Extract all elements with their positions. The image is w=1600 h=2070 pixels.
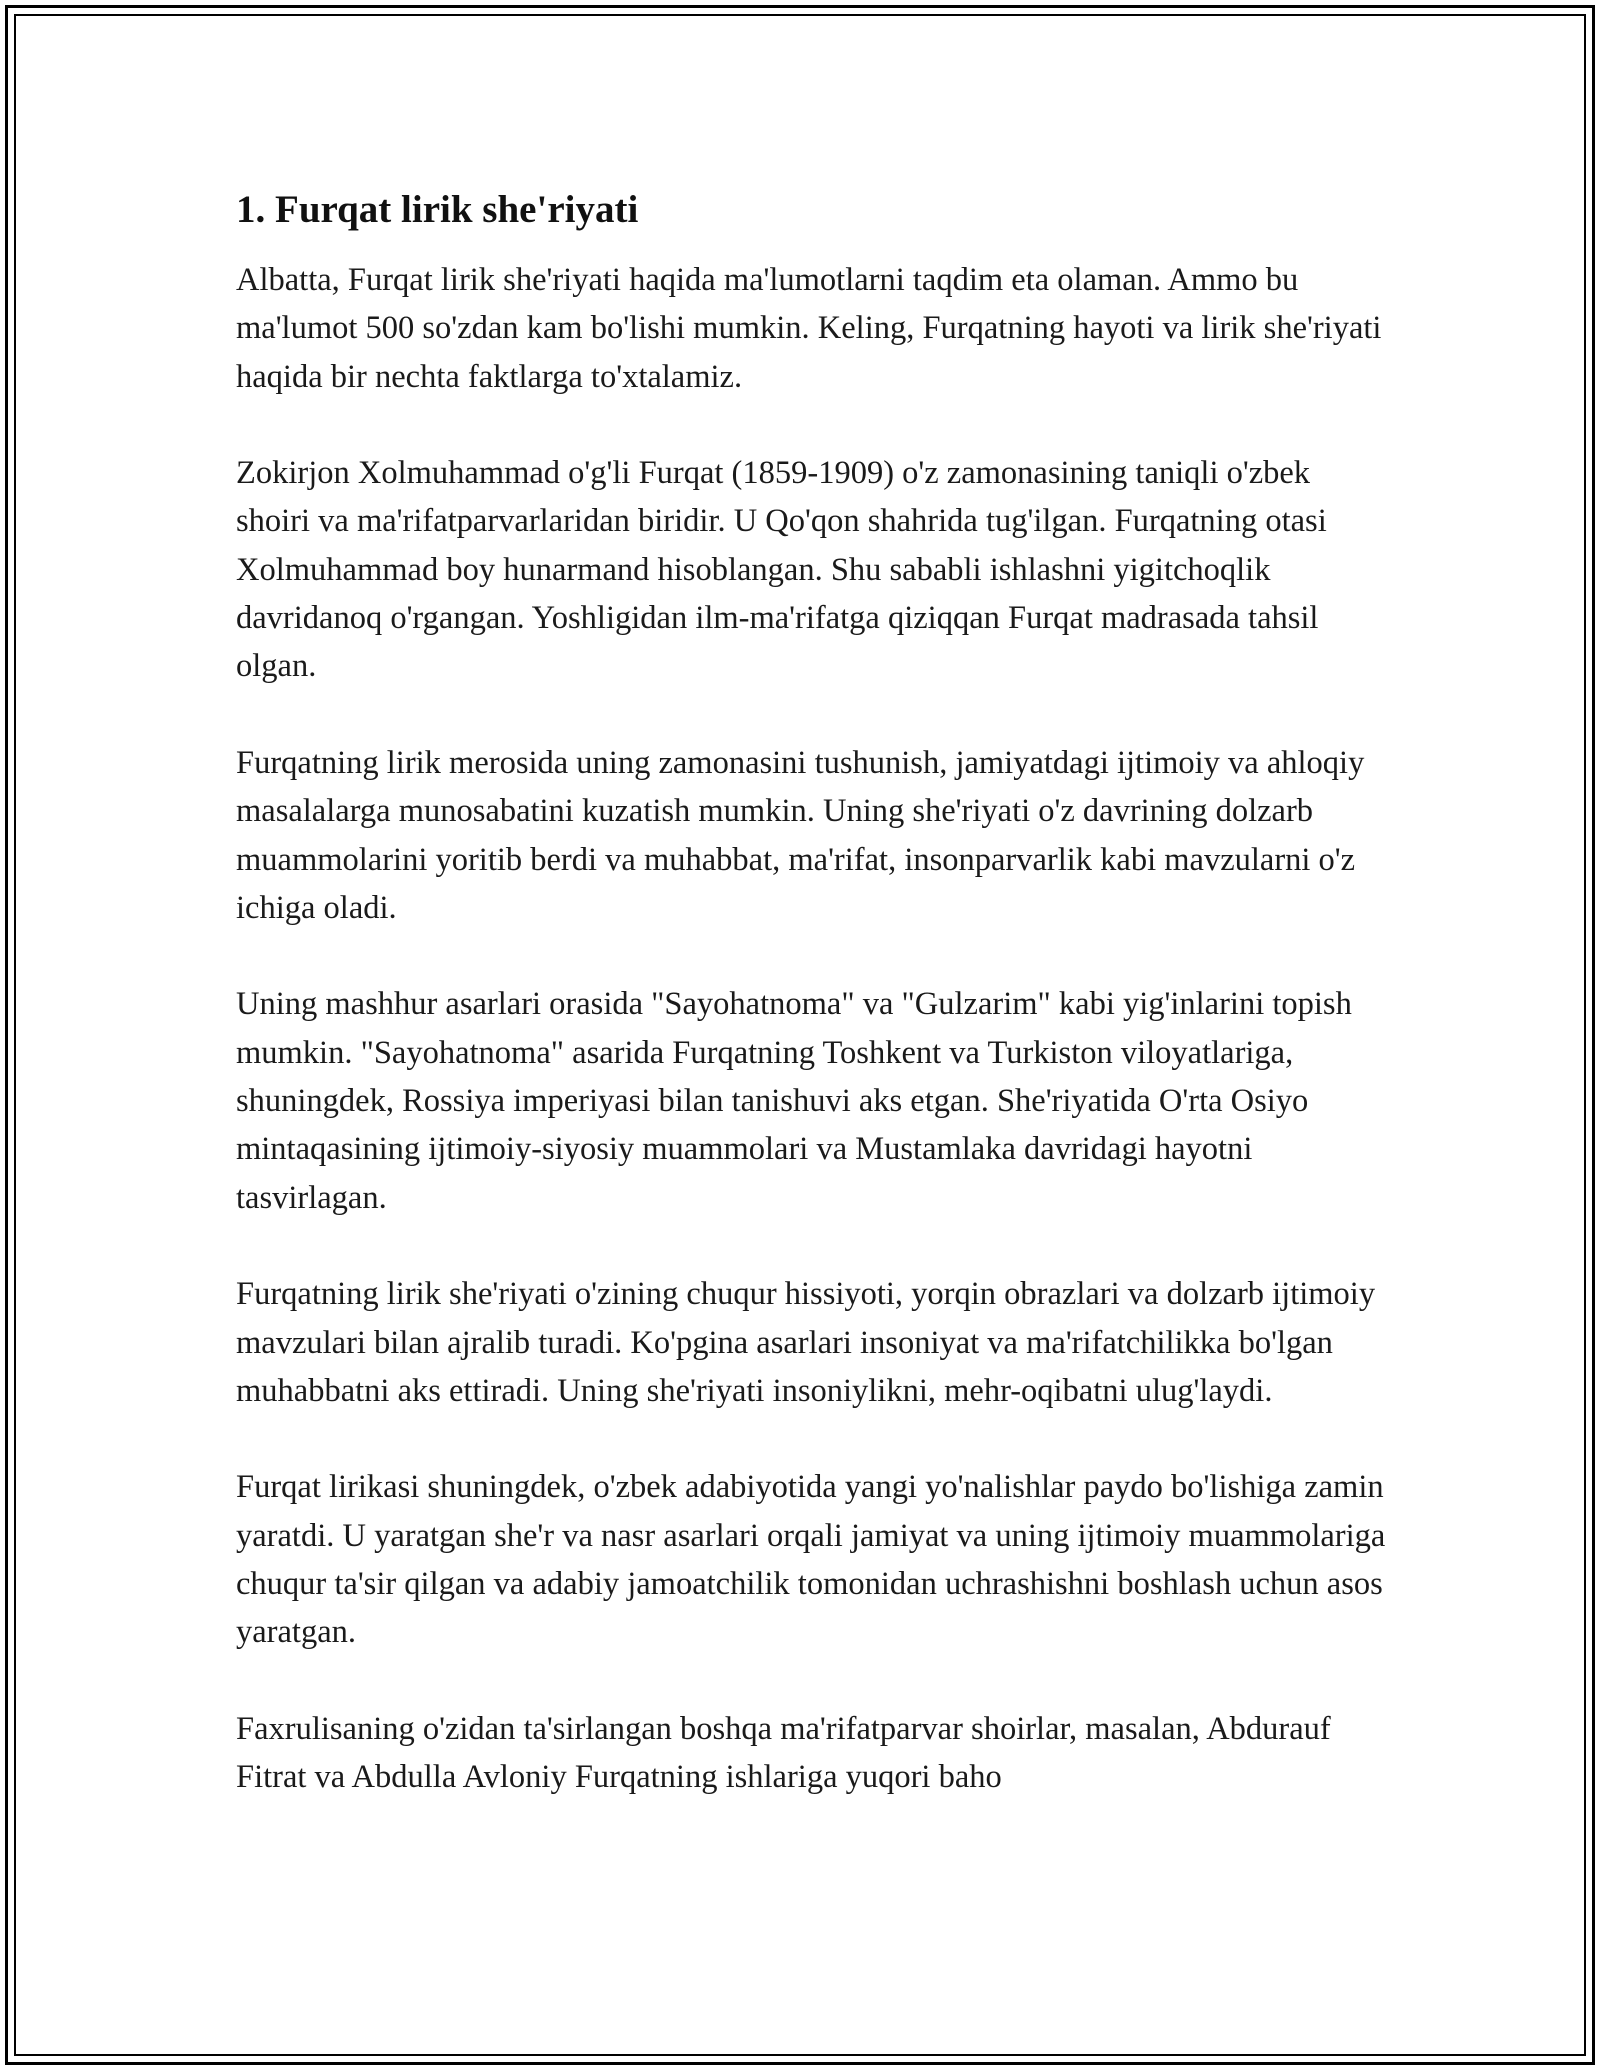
paragraph-intro: Albatta, Furqat lirik she'riyati haqida ma'lumotlarni taqdim eta olaman. Ammo bu ma'lumot 500 so'zdan kam bo'lishi mumkin. Keling, Furqatning hayoti va lirik she'riyati haqida bir nechta faktlarga to'xtalamiz. (236, 262, 1382, 395)
paragraph-biography: Zokirjon Xolmuhammad o'g'li Furqat (1859-1909) o'z zamonasining taniqli o'zbek shoiri va ma'rifatparvarlaridan biridir. U Qo'qon shahrida tug'ilgan. Furqatning otasi Xolmuhammad boy hunarmand hisoblangan. Shu sababli ishlashni yigitchoqlik davridanoq o'rgangan. Yoshligidan ilm-ma'rifatga qiziqqan Furqat madrasada tahsil olgan. (236, 455, 1327, 685)
paragraph-other-poets: Faxrulisaning o'zidan ta'sirlangan boshqa ma'rifatparvar shoirlar, masalan, Abdurauf Fitrat va Abdulla Avloniy Furqatning ishlariga yuqori baho (236, 1710, 1331, 1796)
paragraph-famous-works: Uning mashhur asarlari orasida "Sayohatnoma" va "Gulzarim" kabi yig'inlarini topish mumkin. "Sayohatnoma" asarida Furqatning Toshkent va Turkiston viloyatlariga, shuningdek, Rossiya imperiyasi bilan tanishuvi aks etgan. She'riyatida O'rta Osiyo mintaqasining ijtimoiy-siyosiy muammolari va Mustamlaka davridagi hayotni tasvirlagan. (236, 986, 1352, 1216)
paragraph-influence: Furqat lirikasi shuningdek, o'zbek adabiyotida yangi yo'nalishlar paydo bo'lishiga zamin yaratdi. U yaratgan she'r va nasr asarlari orqali jamiyat va uning ijtimoiy muammolariga chuqur ta'sir qilgan va adabiy jamoatchilik tomonidan uchrashishni boshlash uchun asos yaratgan. (236, 1469, 1386, 1651)
document-page (236, 186, 1386, 1850)
paragraph-characteristics: Furqatning lirik she'riyati o'zining chuqur hissiyoti, yorqin obrazlari va dolzarb ijtimoiy mavzulari bilan ajralib turadi. Ko'pgina asarlari insoniyat va ma'rifatchilikka bo'lgan muhabbatni aks ettiradi. Uning she'riyati insoniylikni, mehr-oqibatni ulug'laydi. (236, 1276, 1376, 1409)
section-heading: 1. Furqat lirik she'riyati (236, 188, 639, 231)
paragraph-lyrical-heritage: Furqatning lirik merosida uning zamonasini tushunish, jamiyatdagi ijtimoiy va ahloqiy masalalarga munosabatini kuzatish mumkin. Uning she'riyati o'z davrining dolzarb muammolarini yoritib berdi va muhabbat, ma'rifat, insonparvarlik kabi mavzularni o'z ichiga oladi. (236, 744, 1365, 926)
